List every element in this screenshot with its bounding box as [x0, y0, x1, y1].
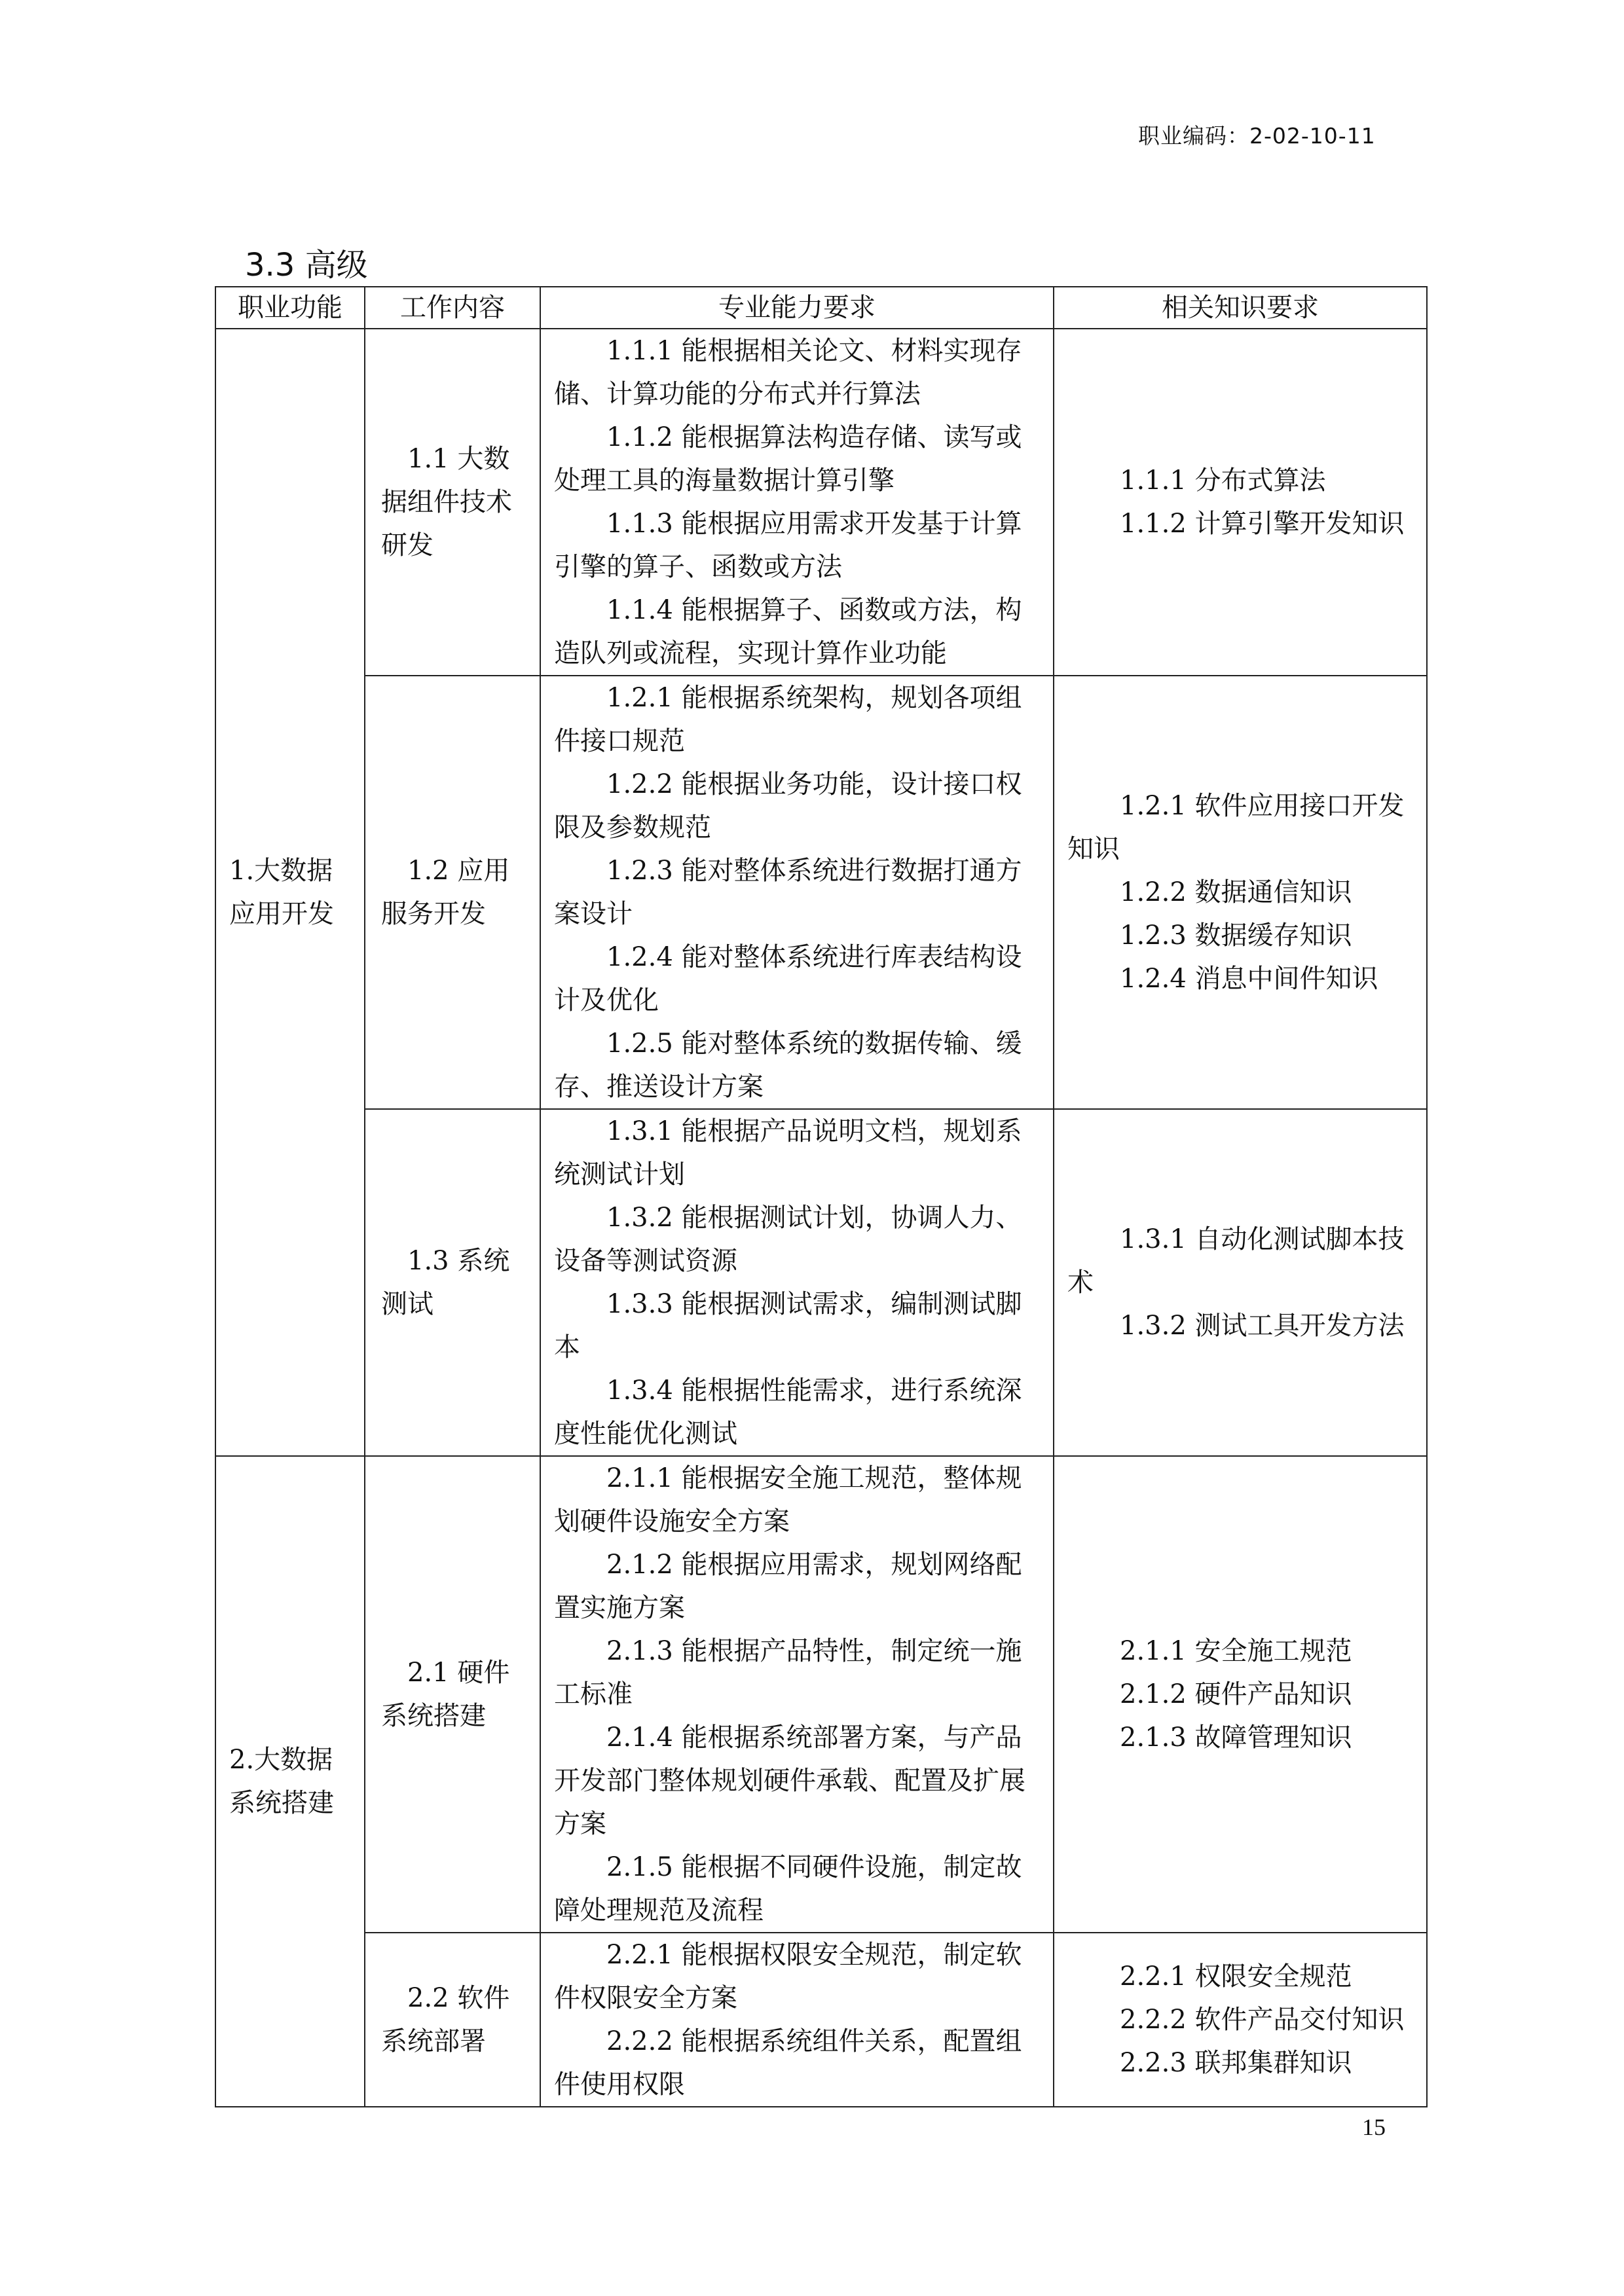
knowledge-item: 2.1.2 硬件产品知识	[1120, 1679, 1352, 1709]
skill-item: 2.2.2 能根据系统组件关系，配置组件使用权限	[554, 2026, 1022, 2100]
skill-item: 1.2.3 能对整体系统进行数据打通方案设计	[554, 856, 1022, 929]
knowledge-item: 1.1.1 分布式算法	[1120, 465, 1326, 496]
header-knowledge: 相关知识要求	[1054, 287, 1427, 329]
page-number: 15	[1362, 2114, 1386, 2140]
skill-item: 2.1.1 能根据安全施工规范，整体规划硬件设施安全方案	[554, 1463, 1022, 1537]
skill-item: 1.1.1 能根据相关论文、材料实现存储、计算功能的分布式并行算法	[554, 336, 1022, 409]
table-row	[215, 1456, 1427, 1933]
table-row	[215, 1933, 1427, 2107]
table-row	[215, 1109, 1427, 1456]
table-header-row	[215, 287, 1427, 329]
skill-item: 1.2.1 能根据系统架构，规划各项组件接口规范	[554, 683, 1022, 756]
knowledge-item: 1.2.2 数据通信知识	[1120, 877, 1352, 907]
knowledge-item: 2.2.1 权限安全规范	[1120, 1961, 1352, 1992]
skill-item: 2.1.4 能根据系统部署方案，与产品开发部门整体规划硬件承载、配置及扩展方案	[554, 1722, 1025, 1839]
table-row	[215, 676, 1427, 1109]
knowledge-cell	[1054, 1456, 1427, 1933]
skill-item: 1.3.2 能根据测试计划，协调人力、设备等测试资源	[554, 1203, 1022, 1276]
knowledge-cell	[1054, 329, 1427, 676]
skills-cell	[540, 329, 1054, 676]
function-cell: 1.大数据应用开发	[215, 329, 365, 1456]
skill-item: 1.1.2 能根据算法构造存储、读写或处理工具的海量数据计算引擎	[554, 422, 1022, 496]
skill-item: 1.3.1 能根据产品说明文档，规划系统测试计划	[554, 1116, 1022, 1190]
knowledge-cell	[1054, 676, 1427, 1109]
skill-item: 1.3.3 能根据测试需求，编制测试脚本	[554, 1289, 1022, 1362]
skill-item: 1.2.4 能对整体系统进行库表结构设计及优化	[554, 942, 1022, 1015]
section-title: 3.3 高级	[245, 247, 368, 283]
knowledge-item: 2.1.1 安全施工规范	[1120, 1636, 1352, 1666]
header-function: 职业功能	[215, 287, 365, 329]
skill-item: 1.2.2 能根据业务功能，设计接口权限及参数规范	[554, 769, 1022, 843]
skills-cell	[540, 676, 1054, 1109]
knowledge-item: 1.2.4 消息中间件知识	[1120, 964, 1378, 994]
content-cell: 2.2 软件系统部署	[365, 1933, 540, 2107]
knowledge-cell	[1054, 1109, 1427, 1456]
knowledge-item: 2.2.3 联邦集群知识	[1120, 2048, 1352, 2078]
knowledge-item: 1.2.3 数据缓存知识	[1120, 920, 1352, 951]
occupation-code: 职业编码：2-02-10-11	[1138, 123, 1376, 149]
content-cell: 1.1 大数据组件技术研发	[365, 329, 540, 676]
function-cell: 2.大数据系统搭建	[215, 1456, 365, 2107]
header-skills: 专业能力要求	[540, 287, 1054, 329]
skills-cell	[540, 1109, 1054, 1456]
knowledge-item: 2.1.3 故障管理知识	[1120, 1722, 1352, 1753]
knowledge-cell	[1054, 1933, 1427, 2107]
skill-item: 1.1.3 能根据应用需求开发基于计算引擎的算子、函数或方法	[554, 509, 1022, 582]
skill-item: 2.1.3 能根据产品特性，制定统一施工标准	[554, 1636, 1022, 1709]
knowledge-item: 1.1.2 计算引擎开发知识	[1120, 509, 1405, 539]
skill-item: 1.2.5 能对整体系统的数据传输、缓存、推送设计方案	[554, 1029, 1022, 1102]
skills-cell	[540, 1456, 1054, 1933]
skill-item: 1.3.4 能根据性能需求，进行系统深度性能优化测试	[554, 1376, 1022, 1449]
skill-item: 2.1.5 能根据不同硬件设施，制定故障处理规范及流程	[554, 1852, 1022, 1925]
knowledge-item: 1.2.1 软件应用接口开发知识	[1067, 791, 1405, 864]
header-content: 工作内容	[365, 287, 540, 329]
content-cell: 1.3 系统测试	[365, 1109, 540, 1456]
skill-item: 2.1.2 能根据应用需求，规划网络配置实施方案	[554, 1550, 1022, 1623]
content-cell: 1.2 应用服务开发	[365, 676, 540, 1109]
content-cell: 2.1 硬件系统搭建	[365, 1456, 540, 1933]
requirements-table	[215, 286, 1428, 2107]
skill-item: 2.2.1 能根据权限安全规范，制定软件权限安全方案	[554, 1940, 1022, 2013]
knowledge-item: 1.3.2 测试工具开发方法	[1120, 1311, 1405, 1341]
skill-item: 1.1.4 能根据算子、函数或方法，构造队列或流程，实现计算作业功能	[554, 595, 1022, 668]
knowledge-item: 1.3.1 自动化测试脚本技术	[1067, 1224, 1405, 1298]
knowledge-item: 2.2.2 软件产品交付知识	[1120, 2005, 1405, 2035]
skills-cell	[540, 1933, 1054, 2107]
table-row	[215, 329, 1427, 676]
